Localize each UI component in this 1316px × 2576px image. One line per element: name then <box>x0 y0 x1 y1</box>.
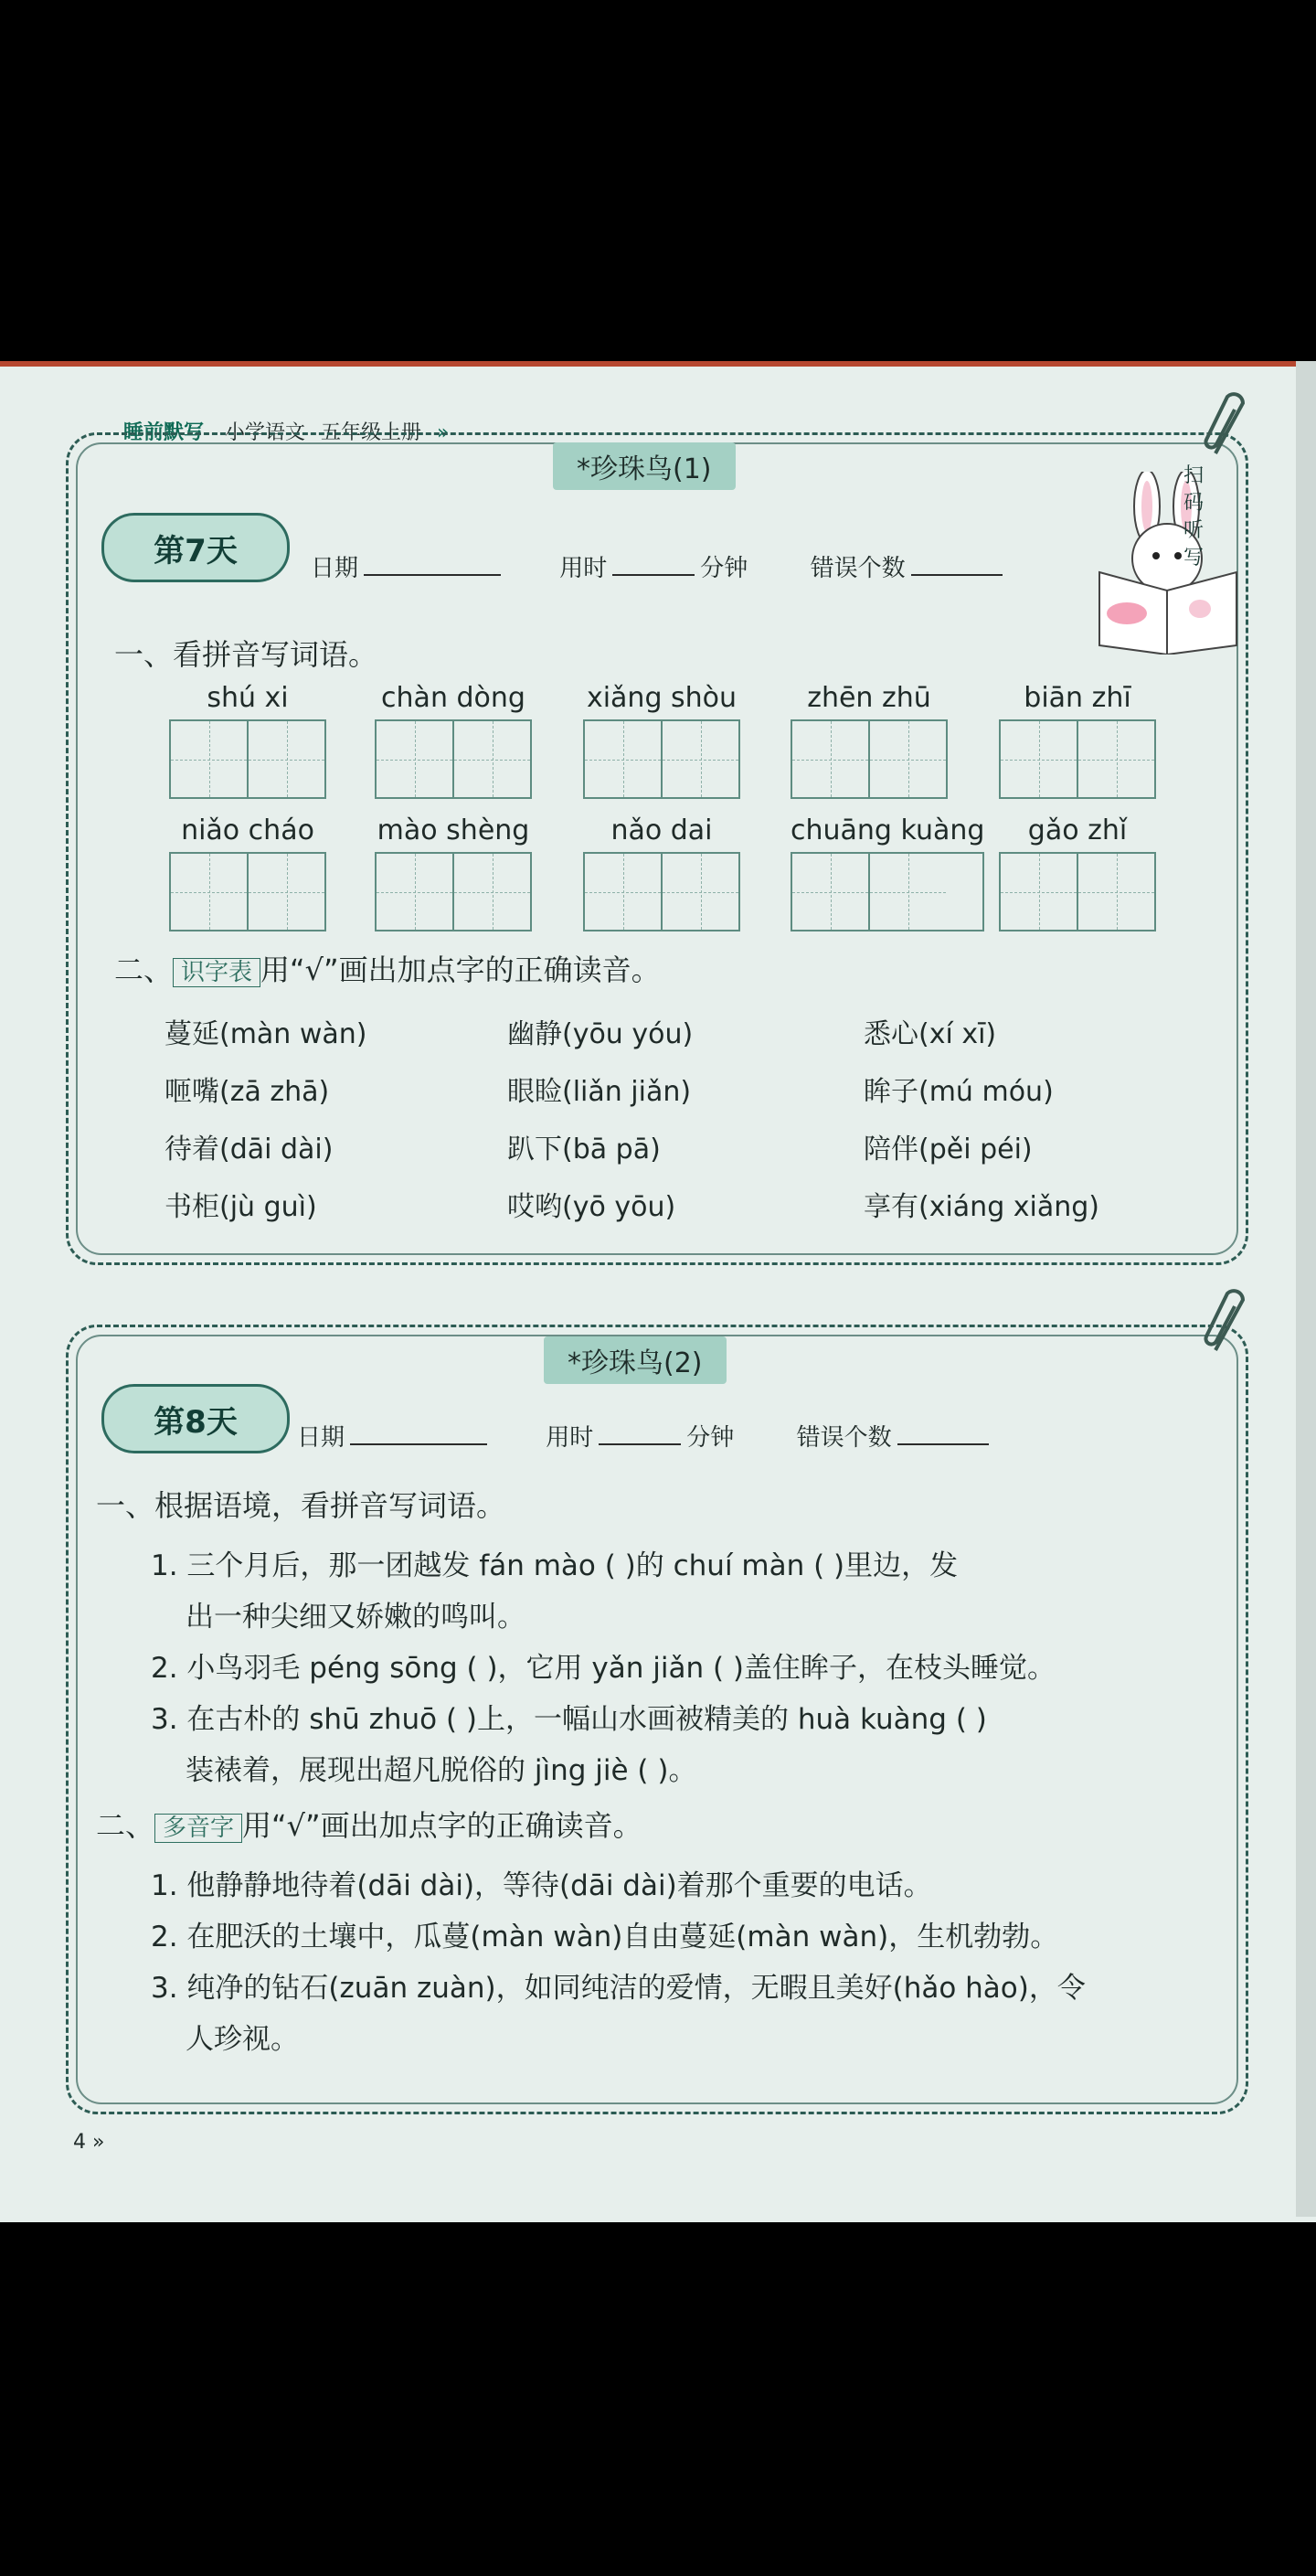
minute-label: 分钟 <box>686 1424 735 1452</box>
reading-item[interactable]: 书柜(jù guì) <box>164 1191 317 1223</box>
pinyin-text: shú xi <box>207 682 289 714</box>
day7-badge: 第7天 <box>101 513 290 582</box>
reading-item[interactable]: 眸子(mú móu) <box>864 1076 1054 1108</box>
writing-cell[interactable] <box>454 721 530 797</box>
pinyin-item <box>791 814 984 931</box>
pinyin-item <box>999 814 1156 931</box>
pinyin-item <box>583 682 740 799</box>
fill-in-line[interactable]: 2. 小鸟羽毛 péng sōng ( )，它用 yǎn jiǎn ( )盖住眸子，在枝头睡觉。 <box>151 1652 1056 1685</box>
scan-code-label: 扫码听写 <box>1183 464 1205 569</box>
pinyin-item <box>791 682 948 799</box>
errors-blank[interactable] <box>897 1443 989 1445</box>
writing-grid[interactable] <box>583 852 740 931</box>
time-blank[interactable] <box>612 574 695 576</box>
date-blank[interactable] <box>350 1443 487 1445</box>
date-label: 日期 <box>297 1424 345 1452</box>
reading-item[interactable]: 待着(dāi dài) <box>164 1134 334 1166</box>
writing-grid[interactable] <box>583 719 740 799</box>
pinyin-text: nǎo dai <box>610 814 713 846</box>
writing-cell[interactable] <box>792 721 870 797</box>
writing-cell[interactable] <box>249 854 324 930</box>
reading-item[interactable]: 悉心(xí xī) <box>864 1018 997 1050</box>
writing-cell[interactable] <box>585 854 663 930</box>
time-label: 用时 <box>546 1424 594 1452</box>
reading-item[interactable]: 趴下(bā pā) <box>507 1134 661 1166</box>
pinyin-text: gǎo zhǐ <box>1027 814 1128 846</box>
subject-label: 小学语文 <box>225 421 306 444</box>
date-blank[interactable] <box>364 574 501 576</box>
writing-cell[interactable] <box>1078 854 1154 930</box>
paperclip-icon <box>1202 1286 1257 1359</box>
section-tag: 多音字 <box>154 1814 242 1843</box>
writing-grid[interactable] <box>169 719 326 799</box>
writing-grid[interactable] <box>791 852 984 931</box>
errors-label: 错误个数 <box>796 1424 892 1452</box>
writing-grid[interactable] <box>169 852 326 931</box>
day7-meta <box>311 549 1008 583</box>
fill-in-line[interactable]: 3. 在古朴的 shū zhuō ( )上，一幅山水画被精美的 huà kuàng ( ) <box>151 1703 987 1736</box>
writing-cell[interactable] <box>1001 721 1078 797</box>
reading-item[interactable]: 眼睑(liǎn jiǎn) <box>507 1076 692 1108</box>
reading-item[interactable]: 享有(xiáng xiǎng) <box>864 1191 1100 1223</box>
reading-item[interactable]: 蔓延(màn wàn) <box>164 1018 367 1050</box>
fill-in-line[interactable]: 装裱着，展现出超凡脱俗的 jìng jiè ( )。 <box>186 1754 697 1787</box>
reading-line[interactable]: 2. 在肥沃的土壤中，瓜蔓(màn wàn)自由蔓延(màn wàn)，生机勃勃。 <box>151 1921 1059 1953</box>
writing-grid[interactable] <box>999 852 1156 931</box>
writing-cell[interactable] <box>1078 721 1154 797</box>
day8-meta <box>297 1419 994 1453</box>
day8-panel <box>66 1325 1248 2114</box>
fill-in-line[interactable]: 1. 三个月后，那一团越发 fán mào ( )的 chuí màn ( )里边，发 <box>151 1549 959 1582</box>
writing-cell[interactable] <box>454 854 530 930</box>
page-number: 4 » <box>73 2131 105 2154</box>
writing-cell[interactable] <box>663 721 738 797</box>
day7-section1-title: 一、看拼音写词语。 <box>114 637 378 672</box>
writing-cell[interactable] <box>585 721 663 797</box>
writing-cell[interactable] <box>792 854 870 930</box>
time-label: 用时 <box>559 555 608 582</box>
section-tag: 识字表 <box>173 958 260 987</box>
writing-cell[interactable] <box>663 854 738 930</box>
pinyin-text: biān zhī <box>1024 682 1131 714</box>
paperclip-icon <box>1202 389 1257 463</box>
writing-cell[interactable] <box>171 854 249 930</box>
pinyin-text: niǎo cháo <box>181 814 314 846</box>
writing-cell[interactable] <box>870 854 946 930</box>
day7-section2-title: 二、 识字表 用“√”画出加点字的正确读音。 <box>114 953 661 987</box>
fill-in-line[interactable]: 出一种尖细又娇嫩的鸣叫。 <box>186 1601 525 1634</box>
reading-item[interactable]: 幽静(yōu yóu) <box>507 1018 694 1050</box>
pinyin-item <box>583 814 740 931</box>
day8-badge: 第8天 <box>101 1384 290 1453</box>
day8-lesson-title: *珍珠鸟(2) <box>544 1336 727 1384</box>
writing-cell[interactable] <box>1001 854 1078 930</box>
pinyin-text: mào shèng <box>377 814 530 846</box>
reading-line[interactable]: 人珍视。 <box>186 2023 299 2056</box>
reading-item[interactable]: 陪伴(pěi péi) <box>864 1134 1033 1166</box>
pinyin-text: zhēn zhū <box>807 682 931 714</box>
errors-label: 错误个数 <box>810 555 906 582</box>
date-label: 日期 <box>311 555 359 582</box>
brand-label: 睡前默写 <box>123 421 205 444</box>
day8-section1-title: 一、根据语境，看拼音写词语。 <box>96 1488 506 1523</box>
pinyin-item <box>169 682 326 799</box>
time-blank[interactable] <box>599 1443 681 1445</box>
writing-cell[interactable] <box>171 721 249 797</box>
day7-panel <box>66 432 1248 1265</box>
pinyin-text: chuāng kuàng <box>791 814 985 846</box>
pinyin-text: xiǎng shòu <box>586 682 738 714</box>
writing-cell[interactable] <box>249 721 324 797</box>
grade-label: 五年级上册 <box>321 421 422 444</box>
day7-lesson-title: *珍珠鸟(1) <box>553 442 736 490</box>
pinyin-item <box>375 814 532 931</box>
minute-label: 分钟 <box>700 555 748 582</box>
day8-section2-title: 二、 多音字 用“√”画出加点字的正确读音。 <box>96 1808 642 1843</box>
pinyin-text: chàn dòng <box>381 682 525 714</box>
writing-cell[interactable] <box>377 854 454 930</box>
writing-grid[interactable] <box>791 719 948 799</box>
pinyin-item <box>999 682 1156 799</box>
pinyin-item <box>169 814 326 931</box>
rabbit-mascot-icon <box>1090 472 1255 655</box>
reading-item[interactable]: 哎哟(yō yōu) <box>507 1191 676 1223</box>
pinyin-item <box>375 682 532 799</box>
workbook-page <box>0 361 1316 2222</box>
reading-item[interactable]: 咂嘴(zā zhā) <box>164 1076 330 1108</box>
writing-grid[interactable] <box>375 719 532 799</box>
writing-grid[interactable] <box>999 719 1156 799</box>
writing-cell[interactable] <box>870 721 946 797</box>
reading-line[interactable]: 3. 纯净的钻石(zuān zuàn)，如同纯洁的爱情，无暇且美好(hǎo hào)，令 <box>151 1972 1086 2005</box>
chevron-icon: » <box>437 421 450 444</box>
writing-cell[interactable] <box>377 721 454 797</box>
errors-blank[interactable] <box>911 574 1003 576</box>
reading-line[interactable]: 1. 他静静地待着(dāi dài)，等待(dāi dài)着那个重要的电话。 <box>151 1869 932 1902</box>
writing-grid[interactable] <box>375 852 532 931</box>
